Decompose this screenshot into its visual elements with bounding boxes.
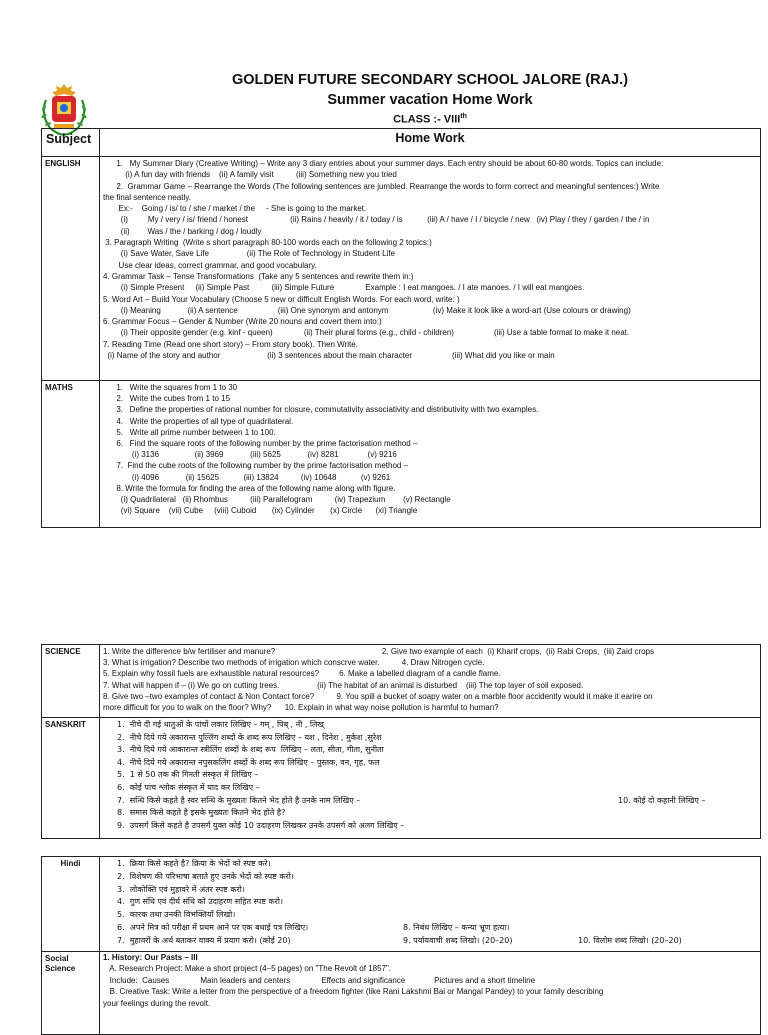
homework-line: 7. What will happen if – (i) We go on cutting trees. (ii) The habitat of an animal is disturbed (iii) The top layer of soil exposed. <box>103 680 584 690</box>
table-row <box>42 718 761 839</box>
homework-line: 6. Find the square roots of the following number by the prime factorisation method – <box>103 439 418 449</box>
homework-line: 3. Paragraph Writing (Write s short paragraph 80-100 words each on the following 2 topics:) <box>103 238 432 248</box>
homework-line: 5. Explain why fossil fuels are exhaustible natural resources? 6. Make a labelled diagram of a candle flame. <box>103 669 501 679</box>
hindi-homework <box>100 857 761 952</box>
homework-line: 2. Grammar Game – Rearrange the Words (The following sentences are jumbled. Rearrange the words to form correct and meaningful sentences:) Write <box>103 181 660 191</box>
subject-science: SCIENCE <box>42 645 100 718</box>
hindi-item-8: 8. निबंध लिखिए – कन्या भ्रूण हत्या। <box>403 922 510 932</box>
homework-line: 8. Write the formula for finding the area of the following name along with figure. <box>103 483 396 493</box>
table-row <box>42 645 761 718</box>
homework-line: (i) Meaning (ii) A sentence (iii) One synonym and antonym (iv) Make it look like a word-art (Use colours or drawing) <box>103 305 631 315</box>
homework-line: 8. समास किसे कहते है इसके मुख्यतः कितने भेद होते है? <box>117 808 286 818</box>
homework-line: 3. Define the properties of rational number for closure, commutativity associativity and distributivity with two examples. <box>103 405 539 415</box>
class-label: CLASS :- VIIIth <box>393 113 467 126</box>
homework-line: 1. नीचे दी गई धातुओं के पांचों लकार लिखिए – गम् , पिब् , नी , लिख् <box>117 720 324 729</box>
homework-line: Ex:- Going / is/ to / she / market / the - She is going to the market. <box>103 204 367 214</box>
homework-line: 9. उपसर्ग किसे कहते है उपसर्ग युक्त कोई 10 उदाहरण लिखकर उनके उपसर्ग को अलग लिखिए – <box>117 820 405 830</box>
homework-table-3 <box>41 856 761 1035</box>
homework-line: 4. नीचे दिये गये अकारान्त नपुसकलिंग शब्दों के शब्द रूप लिखिए – पुस्तक, वन, गृह, फल <box>117 757 380 767</box>
homework-line: (i) 4096 (ii) 15625 (iii) 13824 (iv) 10648 (v) 9261 <box>103 472 391 482</box>
homework-line: 5. 1 से 50 तक की गिनती संस्कृत में लिखिए – <box>117 770 259 780</box>
homework-line: 7. मुहावरों के अर्थ बताकर वाक्य में प्रयाग करो। (कोई 20) 9. पर्यायवाची शब्द लिखो। (20–20) 10. विलोम शब्द लिखो। (20–20) <box>103 935 757 948</box>
homework-line: 1. My Summar Diary (Creative Writing) – Write any 3 diary entries about your summer days. Each entry should be about 60-80 words. Topics can include: <box>103 159 664 168</box>
homework-line: 3. लोकोक्ति एवं मुहावरे में अंतर स्पष्ट करो। <box>117 884 245 894</box>
homework-table-1 <box>41 128 761 528</box>
table-row <box>42 157 761 381</box>
homework-line: 6. अपने मित्र को परीक्षा में प्रथम आने पर एक बधाई पत्र लिखिए। 8. निबंध लिखिए – कन्या भ्रूण हत्या। <box>103 922 757 935</box>
school-name: GOLDEN FUTURE SECONDARY SCHOOL JALORE (RAJ.) <box>231 72 629 88</box>
english-homework <box>100 157 761 381</box>
homework-line: (i) 3136 (ii) 3969 (iii) 5625 (iv) 8281 (v) 9216 <box>103 450 397 460</box>
homework-line: (i) Save Water, Save Life (ii) The Role of Technology in Student Life <box>103 249 395 259</box>
table-row <box>42 952 761 1035</box>
sanskrit-item-10: 10. कोई दो कहानी लिखिए – <box>618 795 706 805</box>
homework-line: 4. Write the properties of all type of quadrilateral. <box>103 416 294 426</box>
hindi-item-10: 10. विलोम शब्द लिखो। (20–20) <box>578 935 682 945</box>
homework-line: 4. गुण संधि एवं दीर्घ संधि को उदाहरण सहित स्पष्ट करो। <box>117 897 283 907</box>
table-row <box>42 381 761 528</box>
homework-line: 6. Grammar Focus – Gender & Number (Write 20 nouns and covert them into:) <box>103 317 382 327</box>
homework-line: B. Creative Task: Write a letter from the perspective of a freedom fighter (like Rani Lakshmi Bai or Mangal Pandey) to your family describing <box>103 987 604 997</box>
subject-sanskrit: SANSKRIT <box>42 718 100 839</box>
document-title: Summer vacation Home Work <box>327 92 533 108</box>
subject-maths: MATHS <box>42 381 100 528</box>
subject-english: ENGLISH <box>42 157 100 381</box>
homework-line: your feelings during the revolt. <box>103 998 211 1008</box>
homework-line: 2. Write the cubes from 1 to 15 <box>103 394 231 404</box>
homework-line: Include: Causes Main leaders and centers Effects and significance Pictures and a short timeline <box>103 975 536 985</box>
homework-line: (i) A fun day with friends (ii) A family visit (iii) Something new you tried <box>103 170 397 180</box>
science-homework <box>100 645 761 718</box>
table-header-row <box>42 129 761 157</box>
subject-column-header: Subject <box>42 129 100 157</box>
homework-line: 1. क्रिया किसे कहते है? क्रिया के भेदों को स्पष्ट करे। <box>117 859 271 868</box>
homework-line: 8. Give two –two examples of contact & Non Contact force? 9. You spill a bucket of soapy water on a marble floor accidently would it make it earire on <box>103 691 653 701</box>
homework-line: (i) Name of the story and author (ii) 3 sentences about the main character (iii) What did you like or main <box>103 351 555 361</box>
table-row <box>42 857 761 952</box>
homework-line: 7. Find the cube roots of the following number by the prime factorisation method – <box>103 461 409 471</box>
homework-line: 2. नीचे दिये गये अकारान्त पुल्लिंग शब्दों के शब्द रूप लिखिए – यश , दिनेश , मुकेश ,सुरेश <box>117 732 382 742</box>
homework-line: more difficult for you to walk on the floor? Why? 10. Explain in what way noise pollution is harmful to human? <box>103 703 499 713</box>
homework-line: (ii) Was / the / barking / dog / loudly <box>103 226 262 236</box>
homework-line: 3. नीचे दिये गये आकारान्त स्त्रीलिंग शब्दों के शब्द रूप लिखिए – लता, सीता, गीता, सुनीता <box>117 745 384 755</box>
homework-line: (i) Their opposite gender (e.g. kinf - queen) (ii) Their plural forms (e.g., child - children) (iii) Use a table format to make it neat. <box>103 328 630 338</box>
subject-social-science: Social Science <box>42 952 100 1035</box>
social-science-homework <box>100 952 761 1035</box>
homework-line: the final sentence neatly. <box>103 192 191 202</box>
homework-line: 5. Write all prime number between 1 to 100. <box>103 427 276 437</box>
homework-line: 7. सन्धि किसे कहते है स्वर सन्धि के मुख्यतः कितने भेद होते है उनके नाम लिखिए – 10. कोई दो कहानी लिखिए – <box>103 795 757 808</box>
homework-column-header: Home Work <box>100 129 761 157</box>
homework-line: 3. What is irrigation? Describe two methods of irrigation which conscrve water. 4. Draw Nitrogen cycle. <box>103 658 485 668</box>
homework-line: 5. Word Art – Build Your Vocabulary (Choose 5 new or difficult English Words. For each word, write: ) <box>103 294 460 304</box>
homework-line: Use clear ideas, correct grammar, and good vocabulary. <box>103 260 317 270</box>
homework-line: 4. Grammar Task – Tense Transformations (Take any 5 sentences and rewrite them in:) <box>103 271 414 281</box>
homework-line: 2. विशेषण की परिभाषा बताते हुए उनके भेदों को स्पष्ट करो। <box>117 871 294 881</box>
homework-line: 6. कोई पांच श्लोक संस्कृत में याद कर लिखिए – <box>117 782 260 792</box>
crest-icon <box>52 84 76 129</box>
homework-table-2 <box>41 644 761 839</box>
homework-line: A. Research Project: Make a short project (4–5 pages) on "The Revolt of 1857". <box>103 964 392 973</box>
homework-line: 5. कारक तथा उनकी विभक्तियाँ लिखो। <box>117 910 236 920</box>
sanskrit-homework <box>100 718 761 839</box>
homework-line: 1. Write the difference b/w fertiliser and manure? 2. Give two example of each (i) Kharif crops, (ii) Rabi Crops, (iii) Zaid crops <box>103 647 655 656</box>
maths-homework <box>100 381 761 528</box>
subject-hindi: Hindi <box>42 857 100 952</box>
history-heading: 1. History: Our Pasts – III <box>103 953 198 962</box>
homework-line: (i) Simple Present (ii) Simple Past (iii) Simple Future Example : I eat mangoes. / I ate manoes. / I will eat mangoes. <box>103 283 585 293</box>
homework-line: (vi) Square (vii) Cube (viii) Cuboid (ix) Cylinder (x) Circle (xi) Triangle <box>103 506 418 516</box>
homework-line: 1. Write the squares from 1 to 30 <box>103 383 238 392</box>
hindi-item-9: 9. पर्यायवाची शब्द लिखो। (20–20) <box>403 935 513 945</box>
homework-line: (i) Quadrilateral (ii) Rhombus (iii) Parallelogram (iv) Trapezium (v) Rectangle <box>103 495 451 505</box>
homework-line: 7. Reading Time (Read one short story) – From story book). Then Write. <box>103 339 358 349</box>
homework-line: (i) My / very / is/ friend / honest (ii) Rains / heavily / it / today / is (iii) A / have / I / bicycle / new (iv) Play / they / garden / the / in <box>103 215 650 225</box>
